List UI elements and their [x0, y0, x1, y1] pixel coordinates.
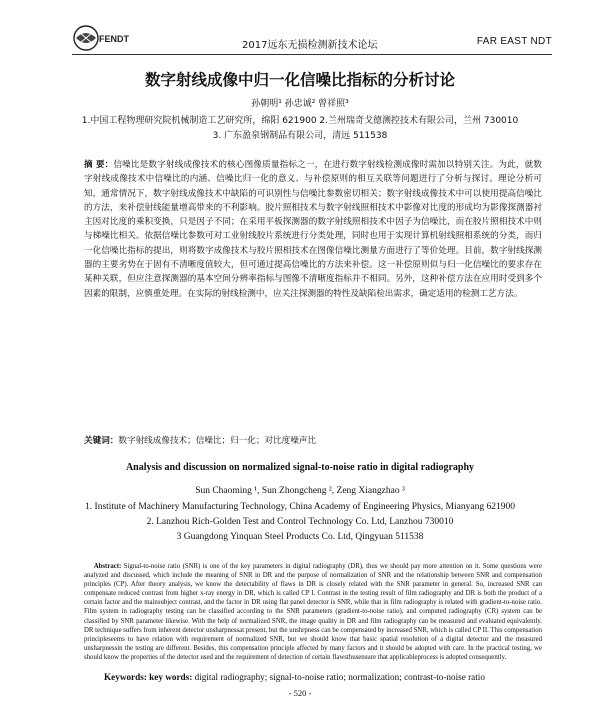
conference-name-en: FAR EAST NDT — [476, 36, 552, 47]
logo-text: FENDT — [99, 34, 129, 44]
page-number: - 520 - — [288, 688, 312, 698]
english-keywords-label: Keywords: key words: — [104, 672, 193, 682]
page-header — [72, 30, 552, 52]
fendt-logo — [72, 24, 130, 52]
chinese-affiliation-1: 1.中国工程物理研究院机械制造工艺研究所，绵阳 621900 2.兰州瑞奇戈德测控技术有限公司，兰州 730010 — [81, 116, 519, 126]
chinese-title: 数字射线成像中归一化信噪比指标的分析讨论 — [144, 71, 455, 89]
english-abstract — [84, 562, 542, 662]
english-keywords — [104, 672, 485, 682]
chinese-keywords-text: 数字射线成像技术；信噪比；归一化；对比度噪声比 — [118, 436, 317, 446]
conference-title: 2017远东无损检测新技术论坛 — [242, 40, 378, 51]
chinese-keywords-label: 关键词： — [84, 436, 119, 446]
header-rule — [72, 54, 552, 55]
english-abstract-text: Signal-to-noise ratio (SNR) is one of the key parameters in digital radiography (DR), thus we should pay more attention on it. Some questions were analyzed and discussed, which include the meaning of SNR in DR and the purpose of normalization of SNR and the relationship between SNR and compensation principles (CP). After theory analysis, we know the detectability of flaws in DR is closely related with the SNR parameter in general. So, increased SNR can compensate reduced contrast from higher x-ray energy in DR, which is called CP I. Contrast in the testing result of film radiography and DR is both the product of a certain factor and the mainsubject contrast, and the factor in DR using flat panel detector is SNR, while that in film radiography is related with gradient-to-noise ratio. Film system in radiography testing can be classified according to the SNR parameters (gradient-to-noise ratio), and computed radiography (CR) system can be classified by SNR parameter likewise. With the help of normalized SNR, the image quality in DR and film radiography can be measured and evaluated equivalently. DR technique suffers from inherent detector unsharpnessat present, but the unshrpness can be compensated by increased SNR, which is called CP II. This compensation principleseems to have relation with requirement of normalized SNR, but we should know that basic spatial resolution of a digital detector and the measured unsharpnessin the testing are different. Besides, this compensation principle affected by many factors and it should be adopted with care. In the practical testing, we should know the properties of the detector used and the requirement of detection of certain flawsthusensure that applicableprocess is adopted consequently. — [84, 563, 542, 661]
english-affiliation-1: 1. Institute of Machinery Manufacturing Technology, China Academy of Engineering Physics, Mianyang 621900 — [85, 502, 515, 512]
english-title: Analysis and discussion on normalized signal-to-noise ratio in digital radiography — [125, 462, 475, 473]
english-keywords-text: digital radiography; signal-to-noise ratio; normalization; contrast-to-noise ratio — [194, 672, 485, 682]
english-affiliation-3: 3 Guangdong Yinquan Steel Products Co. Ltd, Qingyuan 511538 — [176, 532, 424, 542]
english-authors: Sun Chaoming ¹, Sun Zhongcheng ², Zeng Xiangzhao ³ — [195, 486, 405, 496]
chinese-authors: 孙朝明¹ 孙忠诚² 曾祥照³ — [251, 99, 349, 109]
chinese-abstract — [84, 158, 542, 301]
chinese-affiliation-2: 3. 广东盈泉钢制品有限公司，清远 511538 — [212, 131, 388, 141]
chinese-abstract-label: 摘 要： — [84, 160, 114, 170]
english-affiliation-2: 2. Lanzhou Rich-Golden Test and Control Technology Co. Ltd, Lanzhou 730010 — [146, 517, 454, 527]
chinese-keywords — [84, 434, 316, 446]
chinese-abstract-text: 信噪比是数字射线成像技术的核心图像质量指标之一，在进行数字射线检测成像时需加以特别关注。为此，就数字射线成像技术中信噪比的内涵、信噪比归一化的意义、与补偿原则的相互关联等问题进行了分析与探讨。理论分析可知，通常情况下，数字射线成像技术中缺陷的可识别性与信噪比参数密切相关；数字射线成像技术中可以使用提高信噪比的方法，来补偿射线能量增高带来的不利影响。胶片照相技术与数字射线照相技术中影像对比度的形成均为影像探测器衬主因对比度的乘积变换，只是因子不同；在采用平板探测器的数字射线照相技术中因子为信噪比，而在胶片照相技术中则与梯噪比相关。依据信噪比参数可对工业射线胶片系统进行分类处理，同时也用于实现计算机射线照相系统的分类，而归一化信噪比指标的提出，则将数字成像技术与胶片照相技术在图像信噪比测量方面进行了等价处理。目前，数字射线探测器的主要劣势在于固有不清晰度值较大，但可通过提高信噪比的方法来补偿。这一补偿原则似与归一化信噪比的要求存在某种关联，但应注意探测器的基本空间分辨率指标与图像不清晰度指标并不相同。另外，这种补偿方法在应用时受到多个因素的限制，应慎重处理。在实际的射线检测中，应关注探测器的特性及缺陷检出需求，确定适用的检测工艺方法。 — [84, 160, 542, 299]
english-abstract-label: Abstract: — [93, 563, 122, 570]
